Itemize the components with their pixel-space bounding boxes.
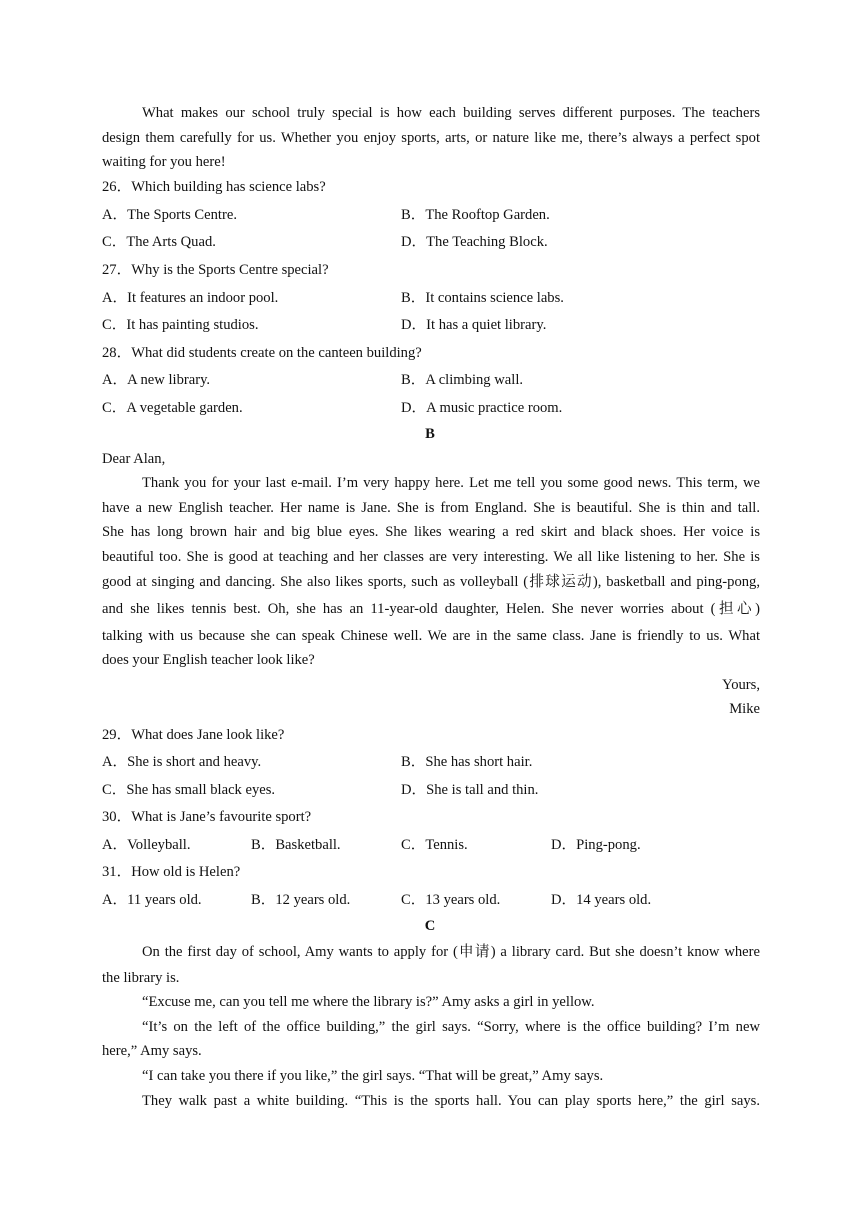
q28-option-b: B．A climbing wall.: [401, 372, 524, 388]
letter-body-line: talking with us because she can speak Chinese well. We are in the same class. Jane is friendly to us. What: [102, 628, 760, 644]
passage-a-line: design them carefully for us. Whether you enjoy sports, arts, or nature like me, there’s always a perfect spot: [102, 130, 760, 146]
section-c-heading: C: [424, 918, 436, 934]
q26-option-b: B．The Rooftop Garden.: [401, 207, 550, 223]
q28-option-d: D．A music practice room.: [401, 400, 563, 416]
q29-option-d: D．She is tall and thin.: [401, 782, 539, 798]
q26-option-a: A．The Sports Centre.: [102, 207, 237, 223]
section-b-heading: B: [425, 426, 435, 442]
passage-c-line: here,” Amy says.: [102, 1043, 202, 1059]
passage-a-line: What makes our school truly special is how each building serves different purposes. The teachers: [142, 105, 760, 121]
passage-c-line: On the first day of school, Amy wants to apply for (申请) a library card. But she doesn’t know where: [142, 944, 760, 960]
q26-option-d: D．The Teaching Block.: [401, 234, 548, 250]
q27-option-b: B．It contains science labs.: [401, 290, 564, 306]
question-27-stem: 27．Why is the Sports Centre special?: [102, 262, 329, 278]
q28-option-a: A．A new library.: [102, 372, 211, 388]
letter-body-line: does your English teacher look like?: [102, 652, 315, 668]
q26-option-c: C．The Arts Quad.: [102, 234, 216, 250]
q30-option-a: A．Volleyball.: [102, 837, 191, 853]
passage-c-line: “I can take you there if you like,” the girl says. “That will be great,” Amy says.: [142, 1068, 604, 1084]
q27-option-a: A．It features an indoor pool.: [102, 290, 279, 306]
q29-option-b: B．She has short hair.: [401, 754, 533, 770]
q30-option-c: C．Tennis.: [401, 837, 468, 853]
q31-option-a: A．11 years old.: [102, 892, 202, 908]
question-29-stem: 29．What does Jane look like?: [102, 727, 285, 743]
letter-signature: Mike: [729, 701, 760, 717]
q29-option-c: C．She has small black eyes.: [102, 782, 276, 798]
question-28-stem: 28．What did students create on the canteen building?: [102, 345, 422, 361]
letter-body-line: She has long brown hair and big blue eyes. She likes wearing a red skirt and black shoes. Her voice is: [102, 524, 760, 540]
q27-option-c: C．It has painting studios.: [102, 317, 259, 333]
q31-option-b: B．12 years old.: [251, 892, 351, 908]
q30-option-d: D．Ping-pong.: [551, 837, 641, 853]
letter-greeting: Dear Alan,: [102, 451, 166, 467]
letter-body-line: and she likes tennis best. Oh, she has an 11-year-old daughter, Helen. She never worries about (担心): [102, 601, 760, 617]
q27-option-d: D．It has a quiet library.: [401, 317, 547, 333]
question-31-stem: 31．How old is Helen?: [102, 864, 241, 880]
q29-option-a: A．She is short and heavy.: [102, 754, 262, 770]
question-26-stem: 26．Which building has science labs?: [102, 179, 326, 195]
question-30-stem: 30．What is Jane’s favourite sport?: [102, 809, 312, 825]
letter-body-line: Thank you for your last e-mail. I’m very happy here. Let me tell you some good news. This term, we: [142, 475, 760, 491]
passage-c-line: “Excuse me, can you tell me where the library is?” Amy asks a girl in yellow.: [142, 994, 595, 1010]
q31-option-d: D．14 years old.: [551, 892, 652, 908]
letter-closing: Yours,: [722, 677, 760, 693]
passage-a-line: waiting for you here!: [102, 154, 226, 170]
q30-option-b: B．Basketball.: [251, 837, 341, 853]
passage-c-line: “It’s on the left of the office building,” the girl says. “Sorry, where is the office building? I’m new: [142, 1019, 760, 1035]
q28-option-c: C．A vegetable garden.: [102, 400, 243, 416]
letter-body-line: good at singing and dancing. She also likes sports, such as volleyball (排球运动), basketball and ping-pong,: [102, 574, 760, 590]
letter-body-line: beautiful too. She is good at teaching and her classes are very interesting. We all like listening to her. She is: [102, 549, 760, 565]
letter-body-line: have a new English teacher. Her name is Jane. She is from England. She is beautiful. She is thin and tall.: [102, 500, 760, 516]
q31-option-c: C．13 years old.: [401, 892, 501, 908]
passage-c-line: the library is.: [102, 970, 180, 986]
passage-c-line: They walk past a white building. “This is the sports hall. You can play sports here,” the girl says.: [142, 1093, 760, 1109]
